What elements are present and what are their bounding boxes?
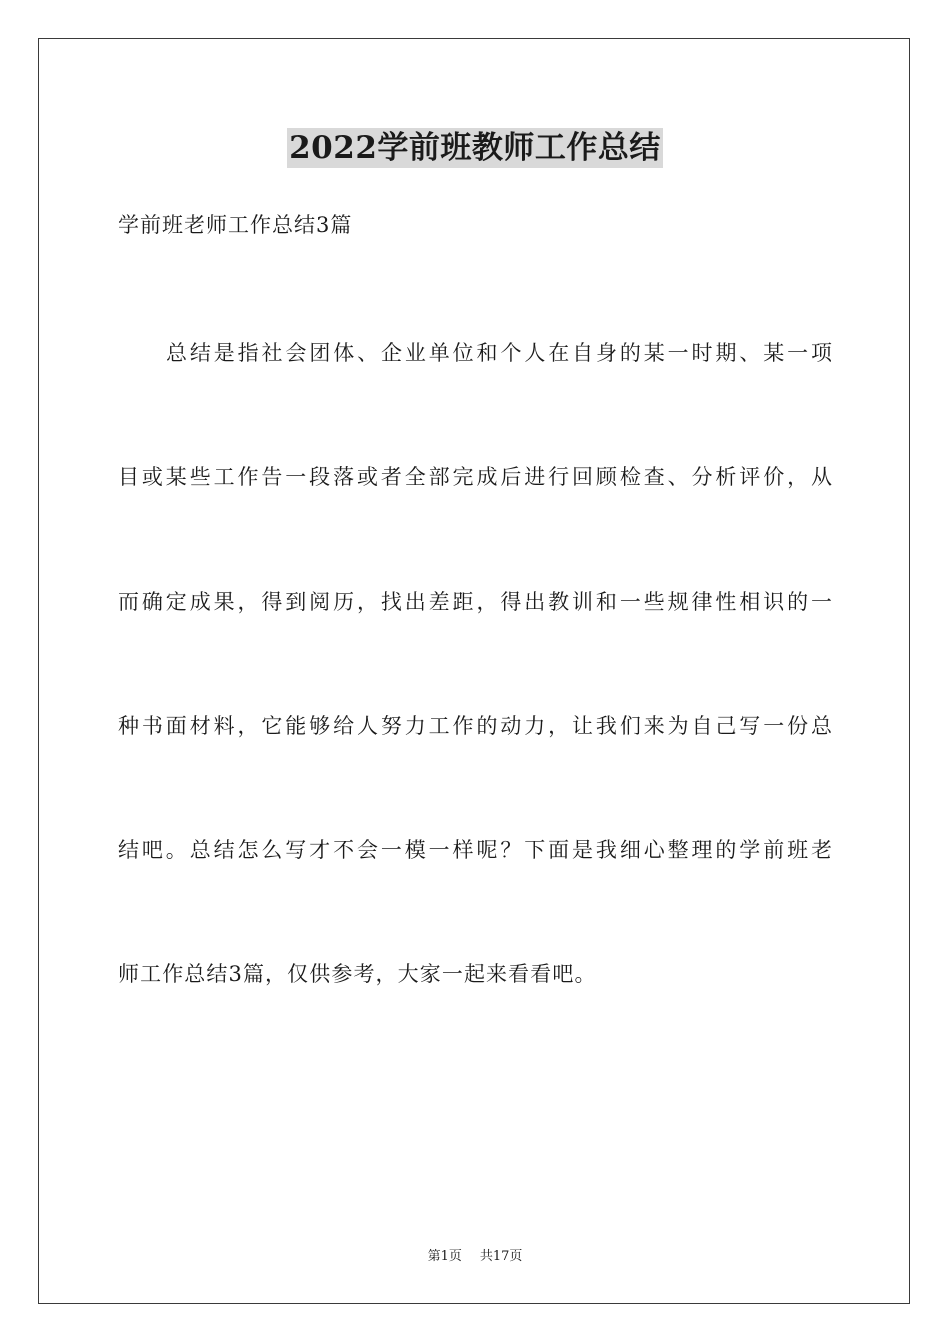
paragraph-line: 师工作总结3篇，仅供参考，大家一起来看看吧。 xyxy=(118,962,597,986)
title-container xyxy=(0,128,950,168)
document-subtitle: 学前班老师工作总结3篇 xyxy=(118,213,353,237)
document-title: 2022学前班教师工作总结 xyxy=(289,130,661,166)
paragraph-line: 总结是指社会团体、企业单位和个人在自身的某一时期、某一项 xyxy=(166,341,832,365)
page-number-current: 第1页 xyxy=(427,1249,462,1264)
page-number-total: 共17页 xyxy=(479,1249,523,1264)
paragraph-line: 目或某些工作告一段落或者全部完成后进行回顾检查、分析评价，从 xyxy=(118,465,832,489)
paragraph-line: 而确定成果，得到阅历，找出差距，得出教训和一些规律性相识的一 xyxy=(118,590,832,614)
paragraph-line: 种书面材料，它能够给人努力工作的动力，让我们来为自己写一份总 xyxy=(118,714,832,738)
paragraph-line: 结吧。总结怎么写才不会一模一样呢？下面是我细心整理的学前班老 xyxy=(118,838,832,862)
page-footer xyxy=(0,1247,950,1267)
